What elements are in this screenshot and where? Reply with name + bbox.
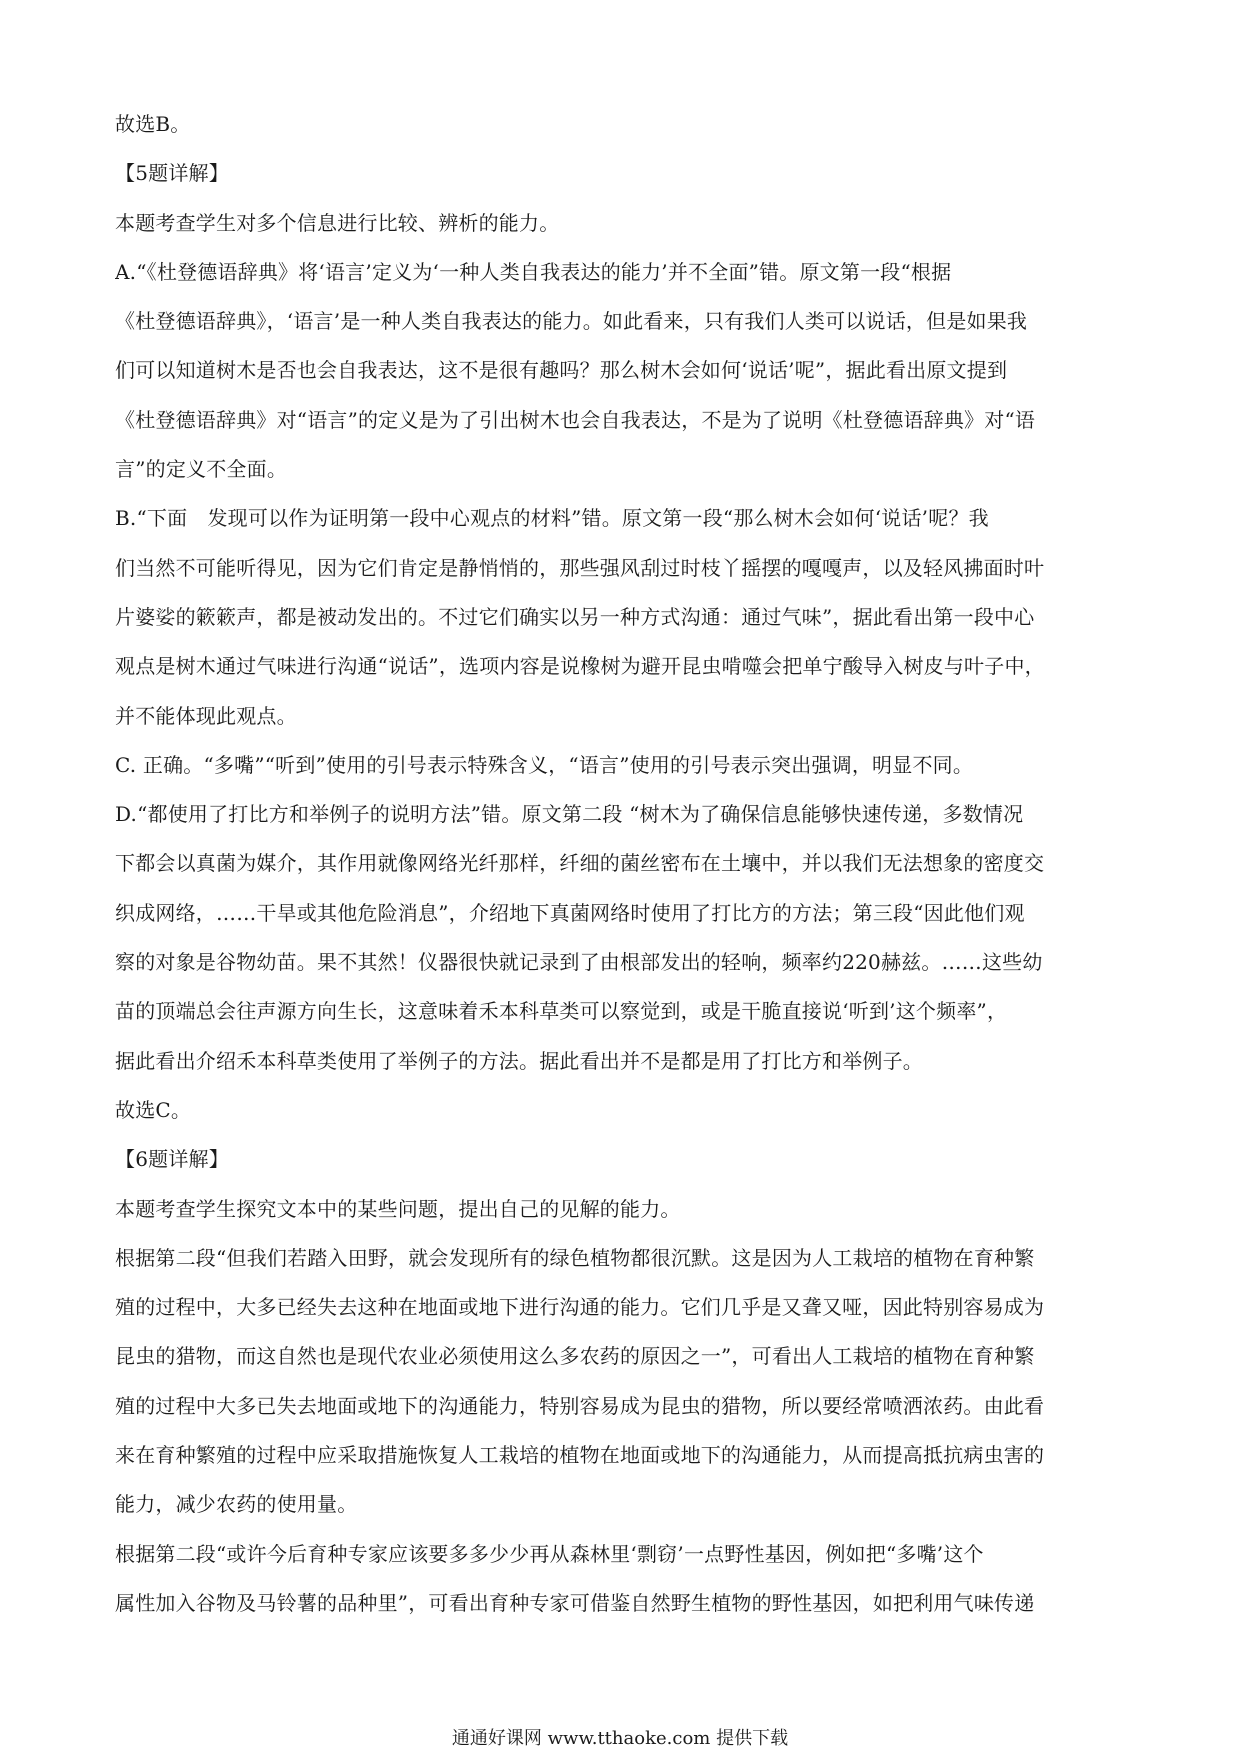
- document-body: [115, 100, 1130, 1628]
- section-heading-q5: 【5题详解】: [115, 161, 229, 186]
- paragraph-line: 《杜登德语辞典》对“语言”的定义是为了引出树木也会自我表达，不是为了说明《杜登德语辞典》对“语: [115, 407, 1036, 432]
- page-footer: 通通好课网 www.tthaoke.com 提供下载: [451, 1728, 789, 1749]
- paragraph-line: 们可以知道树木是否也会自我表达，这不是很有趣吗？那么树木会如何‘说话’呢”，据此看出原文提到: [115, 358, 1008, 383]
- conclusion-line: 故选B。: [115, 112, 191, 136]
- paragraph-line: 能力，减少农药的使用量。: [115, 1492, 358, 1517]
- paragraph-line: 织成网络，……干旱或其他危险消息”，介绍地下真菌网络时使用了打比方的方法；第三段“因此他们观: [115, 900, 1025, 925]
- paragraph-line: 苗的顶端总会往声源方向生长，这意味着禾本科草类可以察觉到，或是干脆直接说‘听到’这个频率”，: [115, 999, 1008, 1024]
- paragraph-line: 片婆娑的簌簌声，都是被动发出的。不过它们确实以另一种方式沟通：通过气味”，据此看出第一段中心: [115, 604, 1035, 629]
- conclusion-line: 故选C。: [115, 1097, 192, 1122]
- paragraph-line: 下都会以真菌为媒介，其作用就像网络光纤那样，纤细的菌丝密布在土壤中，并以我们无法想象的密度交: [115, 851, 1045, 876]
- paragraph-line: 昆虫的猎物，而这自然也是现代农业必须使用这么多农药的原因之一”，可看出人工栽培的植物在育种繁: [115, 1344, 1035, 1369]
- paragraph-line: 据此看出介绍禾本科草类使用了举例子的方法。据此看出并不是都是用了打比方和举例子。: [115, 1048, 923, 1073]
- paragraph-line: 们当然不可能听得见，因为它们肯定是静悄悄的，那些强风刮过时枝丫摇摆的嘎嘎声，以及轻风拂面时叶: [115, 555, 1045, 580]
- paragraph-line: 察的对象是谷物幼苗。果不其然！仪器很快就记录到了由根部发出的轻响，频率约220赫兹。……这些幼: [115, 950, 1043, 975]
- paragraph-line: 来在育种繁殖的过程中应采取措施恢复人工栽培的植物在地面或地下的沟通能力，从而提高抵抗病虫害的: [115, 1443, 1045, 1468]
- paragraph-line: 观点是树木通过气味进行沟通“说话”，选项内容是说橡树为避开昆虫啃噬会把单宁酸导入树皮与叶子中，: [115, 654, 1045, 679]
- paragraph-line: 本题考查学生探究文本中的某些问题，提出自己的见解的能力。: [115, 1196, 681, 1221]
- paragraph-line: 殖的过程中，大多已经失去这种在地面或地下进行沟通的能力。它们几乎是又聋又哑，因此特别容易成为: [115, 1295, 1045, 1320]
- paragraph-line: D.“都使用了打比方和举例子的说明方法”错。原文第二段 “树木为了确保信息能够快速传递，多数情况: [115, 802, 1024, 827]
- paragraph-line: 本题考查学生对多个信息进行比较、辨析的能力。: [115, 210, 560, 235]
- paragraph-line: 根据第二段“或许今后育种专家应该要多多少少再从森林里‘剽窃’一点野性基因，例如把“多嘴’这个: [115, 1541, 984, 1566]
- paragraph-line: 《杜登德语辞典》，‘语言’是一种人类自我表达的能力。如此看来，只有我们人类可以说话，但是如果我: [115, 309, 1028, 334]
- paragraph-line: 言”的定义不全面。: [115, 457, 288, 482]
- paragraph-line: 根据第二段“但我们若踏入田野，就会发现所有的绿色植物都很沉默。这是因为人工栽培的植物在育种繁: [115, 1245, 1035, 1270]
- paragraph-line: B.“下面 发现可以作为证明第一段中心观点的材料”错。原文第一段“那么树木会如何‘说话’呢？我: [115, 506, 989, 531]
- paragraph-line: A.“《杜登德语辞典》将‘语言’定义为‘一种人类自我表达的能力’并不全面”错。原文第一段“根据: [115, 259, 952, 284]
- paragraph-line: C. 正确。“多嘴”“听到”使用的引号表示特殊含义，“语言”使用的引号表示突出强调，明显不同。: [115, 752, 974, 777]
- paragraph-line: 并不能体现此观点。: [115, 703, 297, 728]
- paragraph-line: 属性加入谷物及马铃薯的品种里”，可看出育种专家可借鉴自然野生植物的野性基因，如把利用气味传递: [115, 1590, 1035, 1615]
- section-heading-q6: 【6题详解】: [115, 1147, 229, 1172]
- paragraph-line: 殖的过程中大多已失去地面或地下的沟通能力，特别容易成为昆虫的猎物，所以要经常喷洒浓药。由此看: [115, 1393, 1045, 1418]
